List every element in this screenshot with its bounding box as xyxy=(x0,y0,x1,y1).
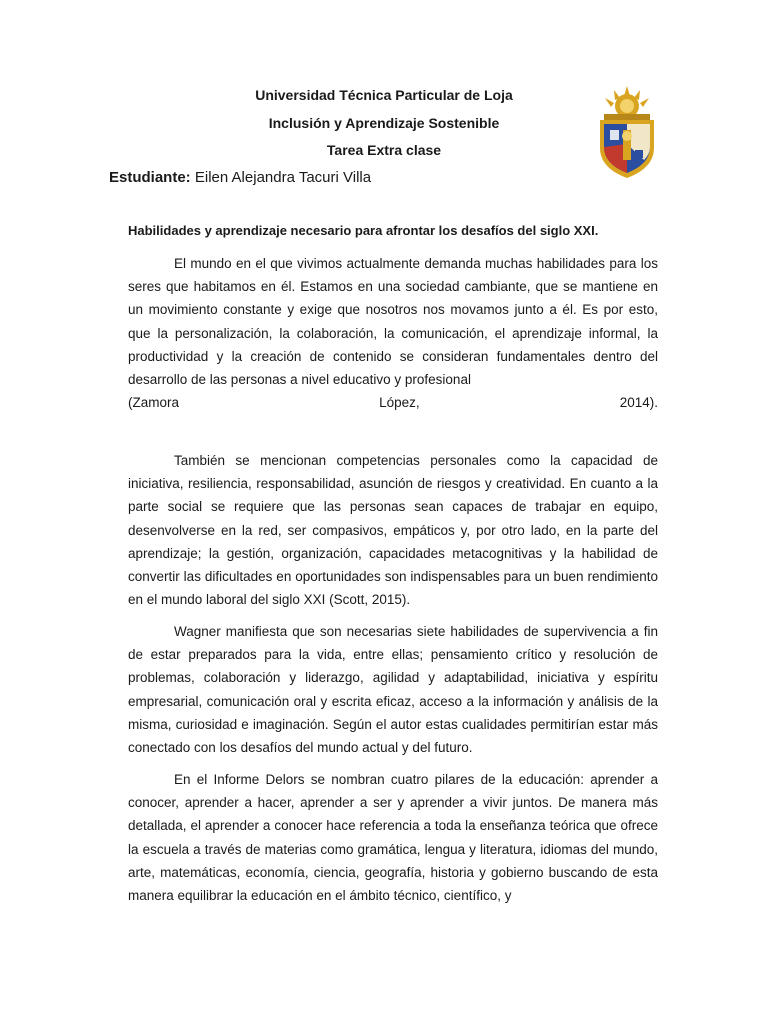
cite-author: (Zamora xyxy=(128,395,180,411)
student-line xyxy=(109,168,371,188)
paragraph-3: Wagner manifiesta que son necesarias siete habilidades de supervivencia a fin de estar preparados para la vida, entre ellas; pensamiento crítico y resolución de problemas, colaboración y liderazgo, agilidad y adaptabilidad, iniciativa y espíritu empresarial, comunicación oral y escrita eficaz, acceso a la información y análisis de la misma, curiosidad e imaginación. Según el autor estas cualidades permitirían estar más conectado con los desafíos del mundo actual y del futuro. xyxy=(128,624,658,756)
course-name: Inclusión y Aprendizaje Sostenible xyxy=(268,115,500,131)
paragraph-1 xyxy=(128,252,658,414)
student-name: Eilen Alejandra Tacuri Villa xyxy=(194,169,372,186)
university-name: Universidad Técnica Particular de Loja xyxy=(255,87,513,103)
citation-line xyxy=(128,391,658,414)
cite-surname: López, xyxy=(379,395,420,411)
university-crest-icon xyxy=(592,84,662,180)
cite-year: 2014). xyxy=(619,395,658,411)
paragraph-4: En el Informe Delors se nombran cuatro pilares de la educación: aprender a conocer, aprender a hacer, aprender a ser y aprender a vivir juntos. De manera más detallada, el aprender a conocer hace referencia a toda la enseñanza teórica que ofrece la escuela a través de materias como gramática, lengua y literatura, idiomas del mundo, arte, matemáticas, economía, ciencia, geografía, historia y gobierno buscando de esta manera equilibrar la educación en el ámbito técnico, científico, y xyxy=(128,772,658,904)
paragraph-2: También se mencionan competencias personales como la capacidad de iniciativa, resiliencia, responsabilidad, asunción de riesgos y creatividad. En cuanto a la parte social se requiere que las personas sean capaces de trabajar en equipo, desenvolverse en la red, ser compasivos, empáticos y, por otro lado, en la parte del aprendizaje; la gestión, organización, capacidades metacognitivas y la habilidad de convertir las dificultades en oportunidades son indispensables para un buen rendimiento en el mundo laboral del siglo XXI (Scott, 2015). xyxy=(128,453,658,608)
essay-title: Habilidades y aprendizaje necesario para afrontar los desafíos del siglo XXI. xyxy=(128,223,599,238)
student-label: Estudiante: xyxy=(109,169,191,186)
assignment-title: Tarea Extra clase xyxy=(326,142,442,158)
paragraph-1-text: El mundo en el que vivimos actualmente demanda muchas habilidades para los seres que habitamos en él. Estamos en una sociedad cambiante, que se mantiene en un movimiento constante y exige que nosotros nos movamos junto a él. Es por esto, que la personalización, la colaboración, la comunicación, el aprendizaje informal, la productividad y la creación de contenido se consideran fundamentales dentro del desarrollo de las personas a nivel educativo y profesional xyxy=(128,256,658,388)
